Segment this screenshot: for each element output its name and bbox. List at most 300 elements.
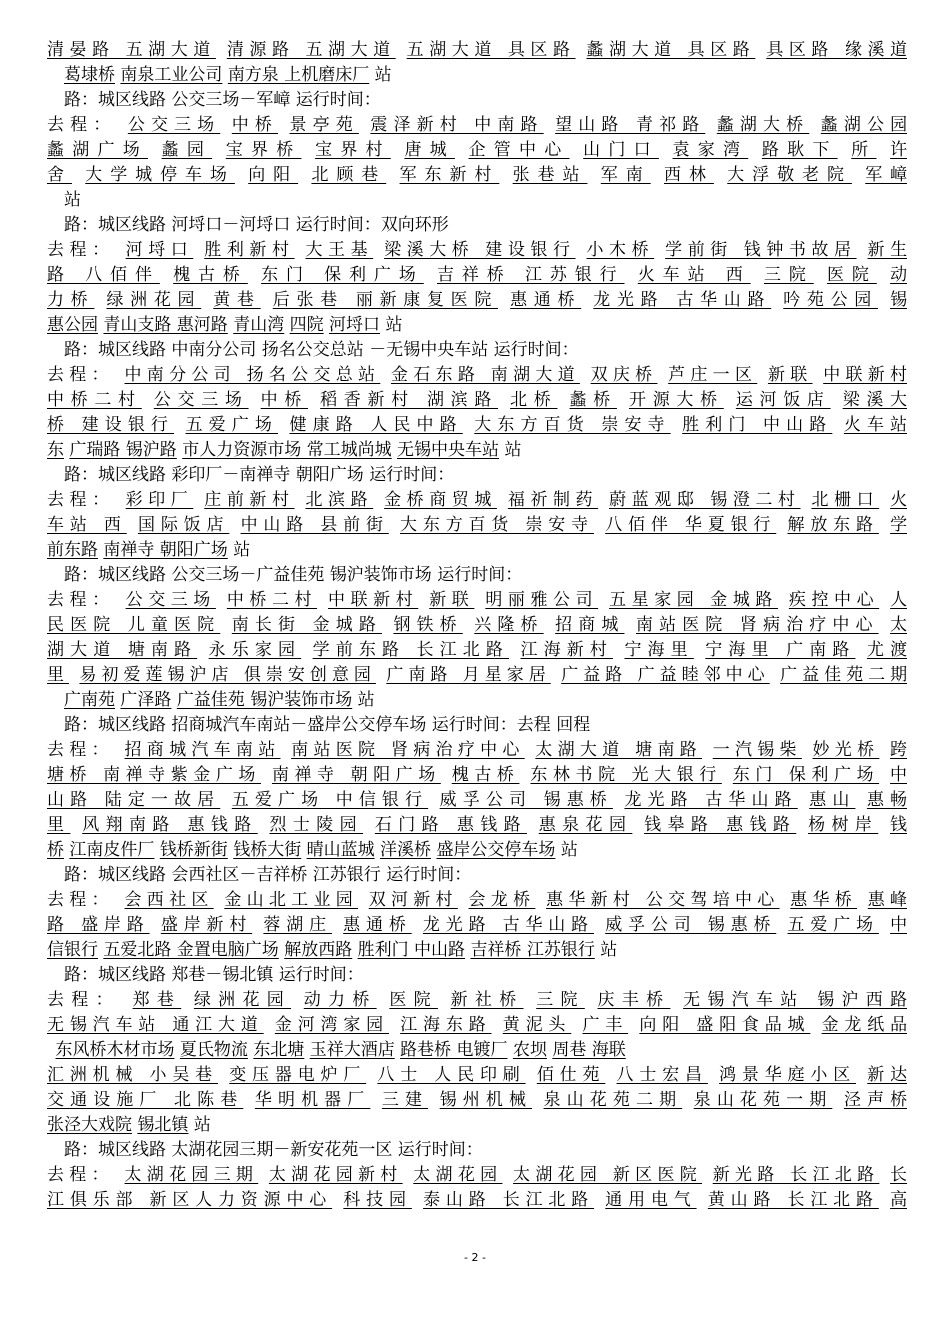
- stop-name: 招商城: [555, 615, 625, 635]
- stop-name: 国际饭店: [137, 515, 230, 535]
- stop-name: 舍: [47, 165, 72, 185]
- text-line: [47, 113, 907, 138]
- stop-name: 学前街 钱钟书故居: [665, 240, 857, 260]
- stop-name: 易初爱莲锡沪店 俱崇安创意园: [79, 665, 376, 685]
- stop-name: 广南苑: [64, 690, 115, 710]
- stop-name: 南站医院 肾病治疗中心: [635, 615, 879, 635]
- line-text: 路：城区线路 彩印厂－南禅寺 朝阳广场 运行时间：: [64, 465, 455, 485]
- stop-name: 南方泉 上机磨床厂: [227, 65, 370, 85]
- stop-name: 东门 保利广场: [732, 765, 880, 785]
- stop-name: 东北塘: [253, 1040, 305, 1060]
- stop-name: 四院: [289, 315, 324, 335]
- stop-name: 金石东路 南湖大道: [390, 365, 580, 385]
- stop-name: 洋溪桥: [380, 840, 432, 860]
- text-line: [47, 388, 907, 413]
- stop-name: 稻香新村 湖滨路: [320, 390, 498, 410]
- text-line: [47, 738, 907, 763]
- line-text: 站: [233, 540, 251, 560]
- stop-name: 八佰伴 华夏银行: [605, 515, 777, 535]
- stop-name: 黄山路 长江北路: [707, 1190, 879, 1210]
- stop-name: 葛埭桥: [64, 65, 115, 85]
- stop-name: 路 八佰伴: [47, 265, 160, 285]
- text-line: [47, 688, 907, 713]
- stop-name: 五爱广场: [185, 415, 278, 435]
- stop-name: 威孚公司 锡惠桥: [439, 790, 613, 810]
- stop-name: 胜利门 中山路: [682, 415, 833, 435]
- stop-name: 东林书院 光大银行: [530, 765, 722, 785]
- text-line: [47, 213, 907, 238]
- stop-name: 梁溪大: [842, 390, 907, 410]
- stop-name: 山路 陆定一故居: [47, 790, 221, 810]
- line-text: 去程：: [47, 740, 114, 760]
- stop-name: 路耿下: [761, 140, 838, 160]
- stop-name: 金山北工业园: [224, 890, 359, 910]
- stop-name: 蠡湖广场: [47, 140, 148, 160]
- text-line: [47, 713, 907, 738]
- stop-name: 惠通桥: [510, 290, 582, 310]
- stop-name: 西林: [664, 165, 714, 185]
- line-text: 路：城区线路 公交三场－广益佳苑 锡沪装饰市场 运行时间：: [64, 565, 523, 585]
- stop-name: 八士 人民印刷: [377, 1065, 526, 1085]
- stop-name: 车站 西: [47, 515, 127, 535]
- stop-name: 胜利门 中山路: [357, 940, 466, 960]
- stop-name: 中: [890, 915, 907, 935]
- stop-name: 妙光桥: [812, 740, 880, 760]
- stop-name: 新生: [867, 240, 907, 260]
- stop-name: 梁溪大桥 建设银行: [384, 240, 576, 260]
- stop-name: 通用电气: [605, 1190, 697, 1210]
- stop-name: 前东路: [47, 540, 98, 560]
- stop-name: 火: [890, 490, 907, 510]
- stop-name: 新联: [429, 590, 475, 610]
- stop-name: 惠峰: [867, 890, 907, 910]
- stop-name: 许: [890, 140, 907, 160]
- stop-name: 双庆桥: [590, 365, 658, 385]
- stop-name: 大浮敬老院: [727, 165, 852, 185]
- line-text: 路：城区线路 公交三场－军嶂 运行时间：: [64, 90, 381, 110]
- stop-name: 太湖花园新村: [268, 1165, 403, 1185]
- stop-name: 华明机器厂: [254, 1090, 371, 1110]
- stop-name: 北桥: [510, 390, 558, 410]
- stop-name: 绿洲花园: [106, 290, 202, 310]
- stop-name: 芦庄一区: [668, 365, 758, 385]
- stop-name: 北滨路: [305, 490, 374, 510]
- line-text: 去程：: [47, 365, 114, 385]
- stop-name: 会龙桥: [468, 890, 536, 910]
- stop-name: 桥: [47, 840, 64, 860]
- text-line: [47, 463, 907, 488]
- stop-name: 大东方百货 崇安寺: [474, 415, 671, 435]
- stop-name: 交通设施厂 北陈巷: [47, 1090, 244, 1110]
- stop-name: 力桥: [47, 290, 95, 310]
- stop-name: 中联新村: [328, 590, 419, 610]
- stop-name: 里: [47, 815, 71, 835]
- stop-name: 无锡汽车站 锡沪西路: [683, 990, 907, 1010]
- stop-name: 健康路 人民中路: [289, 415, 463, 435]
- line-text: 去程：: [47, 490, 115, 510]
- stop-name: 风翔南路 惠钱路: [82, 815, 258, 835]
- stop-name: 黄泥头: [502, 1015, 572, 1035]
- text-line: [47, 963, 907, 988]
- stop-name: 疾控中心: [788, 590, 880, 610]
- line-text: 路：城区线路 中南分公司 扬名公交总站 －无锡中央车站 运行时间：: [64, 340, 579, 360]
- line-text: 去程：: [47, 1165, 114, 1185]
- stop-name: 玉祥大酒店: [309, 1040, 395, 1060]
- stop-name: 五湖大道 具区路: [406, 40, 576, 60]
- stop-name: 清源路 五湖大道: [226, 40, 396, 60]
- stop-name: 广益佳苑 锡沪装饰市场: [176, 690, 353, 710]
- stop-name: 三院: [536, 990, 585, 1010]
- text-line: [47, 138, 907, 163]
- stop-name: 绿洲花园: [193, 990, 292, 1010]
- line-text: 站: [504, 440, 522, 460]
- document-body: [47, 38, 907, 1213]
- stop-name: 长: [890, 1165, 907, 1185]
- text-line: [47, 813, 907, 838]
- text-line: [47, 1013, 907, 1038]
- line-text: 去程：: [47, 990, 120, 1010]
- text-line: [47, 1163, 907, 1188]
- text-line: [47, 613, 907, 638]
- stop-name: 河埒口: [125, 240, 194, 260]
- stop-name: 石门路 惠钱路: [374, 815, 527, 835]
- line-text: 站: [64, 190, 81, 210]
- stop-name: 高: [890, 1190, 907, 1210]
- stop-name: 新达: [867, 1065, 907, 1085]
- stop-name: 庄前新村: [204, 490, 295, 510]
- stop-name: 太湖花园三期: [124, 1165, 259, 1185]
- stop-name: 吟苑公园: [783, 290, 878, 310]
- stop-name: 招商城汽车南站: [124, 740, 281, 760]
- stop-name: 中山路 县前街: [240, 515, 389, 535]
- stop-name: 东风桥木材市场: [55, 1040, 175, 1060]
- stop-name: 杨树岸: [808, 815, 879, 835]
- stop-name: 太湖花园: [413, 1165, 503, 1185]
- line-text: 站: [193, 1115, 211, 1135]
- stop-name: 河埒口: [329, 315, 381, 335]
- stop-name: 八士宏昌: [616, 1065, 708, 1085]
- stop-name: 泉山花苑一期: [693, 1090, 833, 1110]
- stop-name: 锡: [890, 290, 907, 310]
- stop-name: 五星家园 金城路: [609, 590, 778, 610]
- line-text: 路：城区线路 会西社区－吉祥桥 江苏银行 运行时间：: [64, 865, 472, 885]
- stop-name: 后张巷 丽新康复医院: [272, 290, 499, 310]
- stop-name: 五爱北路 金置电脑广场: [103, 940, 279, 960]
- stop-name: 清晏路 五湖大道: [47, 40, 216, 60]
- stop-name: 晴山蓝城: [306, 840, 375, 860]
- stop-name: 锡州机械: [439, 1090, 533, 1110]
- stop-name: 唐城: [404, 140, 455, 160]
- stop-name: 广丰: [582, 1015, 629, 1035]
- stop-name: 中南分公司 扬名公交总站: [124, 365, 381, 385]
- stop-name: 南长街 金城路: [231, 615, 382, 635]
- stop-name: 大王基: [305, 240, 374, 260]
- stop-name: 泰山路 长江北路: [423, 1190, 595, 1210]
- stop-name: 袁家湾: [672, 140, 749, 160]
- line-text: 站: [357, 690, 375, 710]
- stop-name: 学前东路 长江北路: [312, 640, 509, 660]
- stop-name: 医院: [827, 265, 877, 285]
- stop-name: 广泽路: [120, 690, 172, 710]
- text-line: [47, 913, 907, 938]
- stop-name: 五爱广场 中信银行: [231, 790, 429, 810]
- stop-name: 永乐家园: [208, 640, 302, 660]
- text-line: [47, 988, 907, 1013]
- text-line: [47, 1113, 907, 1138]
- stop-name: 中桥二村: [226, 590, 318, 610]
- stop-name: 周巷 海联: [552, 1040, 626, 1060]
- stop-name: 新社桥: [450, 990, 524, 1010]
- stop-name: 一汽锡柴: [712, 740, 802, 760]
- stop-name: 张巷站: [512, 165, 588, 185]
- stop-name: 南禅寺 朝阳广场: [271, 765, 441, 785]
- text-line: [47, 1188, 907, 1213]
- text-line: [47, 1088, 907, 1113]
- text-line: [47, 438, 907, 463]
- stop-name: 新光路 长江北路: [712, 1165, 880, 1185]
- line-text: 站: [385, 315, 403, 335]
- stop-name: 景亭苑: [289, 115, 359, 135]
- stop-name: 企管中心: [468, 140, 570, 160]
- stop-name: 广瑞路 锡沪路: [69, 440, 177, 460]
- line-text: 去程：: [47, 240, 115, 260]
- stop-name: 山门口: [583, 140, 659, 160]
- line-text: 去程：: [47, 115, 117, 135]
- stop-name: 军南: [600, 165, 651, 185]
- stop-name: 火车站: [843, 415, 907, 435]
- stop-name: 新联: [767, 365, 813, 385]
- stop-name: 蓉湖庄: [263, 915, 332, 935]
- stop-name: 南泉工业公司: [120, 65, 223, 85]
- stop-name: 兴隆桥: [474, 615, 544, 635]
- text-line: [47, 588, 907, 613]
- stop-name: 中桥: [231, 115, 279, 135]
- stop-name: 医院: [389, 990, 438, 1010]
- text-line: [47, 163, 907, 188]
- stop-name: 广益路 广益睦邻中心: [561, 665, 770, 685]
- stop-name: 解放西路: [284, 940, 353, 960]
- stop-name: 龙光路 古华山路: [593, 290, 772, 310]
- stop-name: 金河湾家园: [274, 1015, 389, 1035]
- text-line: [47, 1063, 907, 1088]
- stop-name: 惠华桥: [790, 890, 858, 910]
- stop-name: 震泽新村 中南路: [370, 115, 544, 135]
- stop-name: 盛岸公交停车场: [436, 840, 556, 860]
- stop-name: 江海东路: [400, 1015, 492, 1035]
- stop-name: 军嶂: [865, 165, 907, 185]
- stop-name: 火车站 西: [637, 265, 751, 285]
- stop-name: 青山湾: [233, 315, 285, 335]
- line-text: 路：城区线路 招商城汽车南站－盛岸公交停车场 运行时间：去程: [64, 715, 551, 735]
- stop-name: 无锡中央车站: [397, 440, 500, 460]
- text-line: [47, 88, 907, 113]
- stop-name: 蠡园: [161, 140, 213, 160]
- line-text: 回程: [556, 715, 591, 735]
- stop-name: 宁海里: [624, 640, 694, 660]
- stop-name: 烈士陵园: [269, 815, 364, 835]
- text-line: [47, 363, 907, 388]
- stop-name: 科技园: [343, 1190, 412, 1210]
- stop-name: 宁海里 广南路: [705, 640, 856, 660]
- stop-name: 胜利新村: [204, 240, 295, 260]
- text-line: [47, 1138, 907, 1163]
- stop-name: 路巷桥 电镀厂: [400, 1040, 508, 1060]
- stop-name: 盛岸新村: [160, 915, 253, 935]
- stop-name: 泾声桥: [843, 1090, 907, 1110]
- stop-name: 太湖花园 新区医院: [513, 1165, 703, 1185]
- text-line: [47, 538, 907, 563]
- text-line: [47, 663, 907, 688]
- stop-name: 宝界村: [315, 140, 391, 160]
- stop-name: 庆丰桥: [597, 990, 671, 1010]
- text-line: [47, 413, 907, 438]
- text-line: [47, 288, 907, 313]
- stop-name: 钱桥新街: [159, 840, 228, 860]
- stop-name: 湖大道 塘南路: [47, 640, 198, 660]
- stop-name: 泉山花苑二期: [543, 1090, 683, 1110]
- stop-name: 江海新村: [520, 640, 613, 660]
- text-line: [47, 488, 907, 513]
- text-line: [47, 638, 907, 663]
- line-text: 去程：: [47, 890, 114, 910]
- stop-name: 福祈制药: [507, 490, 599, 510]
- stop-name: 南禅寺 朝阳广场: [103, 540, 228, 560]
- stop-name: 三院: [763, 265, 814, 285]
- stop-name: 金桥商贸城: [384, 490, 497, 510]
- text-line: [47, 63, 907, 88]
- stop-name: 路 盛岸路: [47, 915, 150, 935]
- text-line: [47, 1038, 907, 1063]
- stop-name: 钱皋路 惠钱路: [644, 815, 797, 835]
- text-line: [47, 313, 907, 338]
- stop-name: 动: [890, 265, 907, 285]
- stop-name: 变压器电炉厂: [229, 1065, 367, 1085]
- text-line: [47, 38, 907, 63]
- stop-name: 动力桥: [303, 990, 377, 1010]
- stop-name: 槐古桥: [451, 765, 520, 785]
- stop-name: 公交三场: [127, 115, 221, 135]
- stop-name: 广南路 月星家居: [386, 665, 551, 685]
- stop-name: 太湖大道 塘南路: [535, 740, 703, 760]
- stop-name: 太: [890, 615, 907, 635]
- stop-name: 向阳: [248, 165, 299, 185]
- text-line: [47, 188, 907, 213]
- page-number: - 2 -: [464, 1251, 486, 1264]
- line-text: 路：城区线路 郑巷－锡北镇 运行时间：: [64, 965, 364, 985]
- stop-name: 蔚蓝观邸 锡澄二村: [609, 490, 801, 510]
- stop-name: 张泾大戏院: [47, 1115, 132, 1135]
- stop-name: 会西社区: [124, 890, 214, 910]
- stop-name: 小木桥: [586, 240, 655, 260]
- stop-name: 钱桥大街: [233, 840, 302, 860]
- stop-name: 青山支路 惠河路: [103, 315, 228, 335]
- stop-name: 宝界桥: [225, 140, 302, 160]
- text-line: [47, 888, 907, 913]
- stop-name: 黄巷: [213, 290, 261, 310]
- text-line: [47, 563, 907, 588]
- text-line: [47, 863, 907, 888]
- stop-name: 龙光路 古华山路: [422, 915, 594, 935]
- stop-name: 尤渡: [866, 640, 907, 660]
- stop-name: 威孚公司 锡惠桥: [605, 915, 777, 935]
- text-line: [47, 938, 907, 963]
- stop-name: 龙光路 古华山路: [624, 790, 798, 810]
- stop-name: 鸿景华庭小区: [719, 1065, 857, 1085]
- stop-name: 吉祥桥 江苏银行: [470, 940, 595, 960]
- stop-name: 公交三场: [153, 390, 249, 410]
- stop-name: 学: [890, 515, 907, 535]
- stop-name: 金龙纸品: [821, 1015, 907, 1035]
- stop-name: 蠡湖大桥: [716, 115, 810, 135]
- text-line: [47, 763, 907, 788]
- text-line: [47, 338, 907, 363]
- stop-name: 惠通桥: [343, 915, 412, 935]
- line-text: 站: [374, 65, 392, 85]
- line-text: 路：城区线路 河埒口－河埒口 运行时间：双向环形: [64, 215, 449, 235]
- stop-name: 槐古桥: [173, 265, 248, 285]
- stop-name: 郑巷: [132, 990, 182, 1010]
- stop-name: 向阳 盛阳食品城: [639, 1015, 811, 1035]
- stop-name: 塘桥 南禅寺紫金广场: [47, 765, 261, 785]
- stop-name: 北顾巷: [311, 165, 387, 185]
- stop-name: 惠山: [809, 790, 856, 810]
- stop-name: 蠡湖公园: [820, 115, 907, 135]
- text-line: [47, 788, 907, 813]
- line-text: 站: [560, 840, 578, 860]
- stop-name: 跨: [890, 740, 907, 760]
- stop-name: 吉祥桥 江苏银行: [437, 265, 625, 285]
- stop-name: 人: [890, 590, 907, 610]
- stop-name: 大学城停车场: [85, 165, 235, 185]
- text-line: [47, 263, 907, 288]
- stop-name: 五爱广场: [787, 915, 879, 935]
- stop-name: 钱: [890, 815, 907, 835]
- stop-name: 民医院 儿童医院: [47, 615, 221, 635]
- stop-name: 江南皮件厂: [69, 840, 155, 860]
- stop-name: 双河新村: [368, 890, 458, 910]
- line-text: 路：城区线路 太湖花园三期－新安花苑一区 运行时间：: [64, 1140, 483, 1160]
- stop-name: 望山路 青祁路: [555, 115, 706, 135]
- stop-name: 大东方百货 崇安寺: [400, 515, 594, 535]
- stop-name: 彩印厂: [125, 490, 194, 510]
- stop-name: 广益佳苑二期: [780, 665, 907, 685]
- text-line: [47, 838, 907, 863]
- stop-name: 无锡汽车站 通江大道: [47, 1015, 264, 1035]
- line-text: 去程：: [47, 590, 115, 610]
- stop-name: 北栅口: [811, 490, 880, 510]
- stop-name: 农坝: [512, 1040, 547, 1060]
- stop-name: 桥 建设银行: [47, 415, 175, 435]
- stop-name: 中: [890, 765, 907, 785]
- stop-name: 市人力资源市场 常工城尚城: [182, 440, 392, 460]
- stop-name: 蠡桥: [569, 390, 617, 410]
- stop-name: 钢铁桥: [393, 615, 463, 635]
- stop-name: 惠公园: [47, 315, 98, 335]
- stop-name: 惠华新村 公交驾培中心: [546, 890, 780, 910]
- stop-name: 信银行: [47, 940, 98, 960]
- stop-name: 夏氏物流: [179, 1040, 248, 1060]
- text-line: [47, 513, 907, 538]
- stop-name: 所: [851, 140, 877, 160]
- stop-name: 开源大桥: [629, 390, 724, 410]
- stop-name: 锡北镇: [137, 1115, 189, 1135]
- stop-name: 蠡湖大道 具区路: [586, 40, 756, 60]
- stop-name: 明丽雅公司: [485, 590, 599, 610]
- stop-name: 东门 保利广场: [261, 265, 424, 285]
- stop-name: 中联新村: [823, 365, 907, 385]
- stop-name: 具区路 缘溪道: [766, 40, 907, 60]
- stop-name: 惠畅: [866, 790, 907, 810]
